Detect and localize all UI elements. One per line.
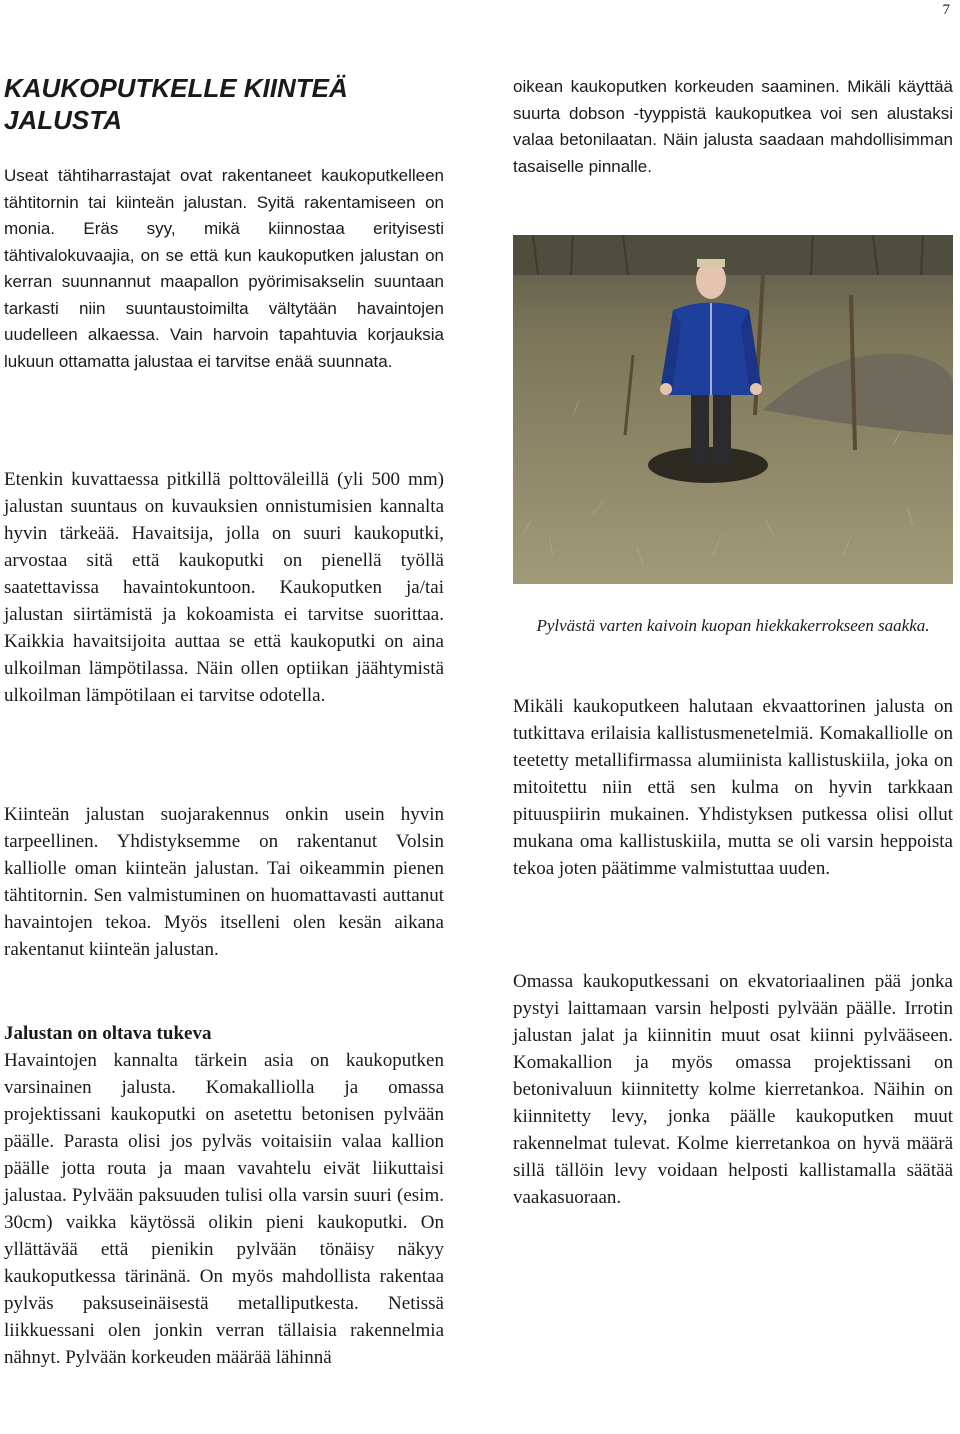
paragraph-shelter: Kiinteän jalustan suojarakennus onkin usein hyvin tarpeellinen. Yhdistyksemme on rakentanut Volsin kalliolle oman kiinteän jalustan. Tai oikeammin pienen tähtitornin. Sen valmistuminen on huomattavasti auttanut havaintojen tekoa. Myös itselleni olen kesän aikana rakentanut kiinteän jalustan.	[4, 804, 444, 960]
paragraph-pier: Havaintojen kannalta tärkein asia on kaukoputken varsinainen jalusta. Komakalliolla ja omassa projektissani kaukoputki on asetettu betonisen pylvään päälle. Parasta olisi jos pylväs voitaisiin valaa kallion päälle jotta routa ja maan vavahtelu eivät liikuttaisi jalustaa. Pylvään paksuuden tulisi olla varsin suuri (esim. 30cm) vaikka käytössä olikin pieni kaukoputki. On yllättävää että pienikin pylvään tönäisy näkyy kaukoputkessa tärinänä. On myös mahdollista rakentaa pylväs paksuseinäisestä metalliputkesta. Netissä liikkuessani olen jonkin verran tällaisia rakennelmia nähnyt. Pylvään korkeuden määrää lähinnä	[4, 1050, 444, 1368]
title-line-2: JALUSTA	[4, 105, 122, 135]
paragraph-focal-length: Etenkin kuvattaessa pitkillä polttoväleillä (yli 500 mm) jalustan suuntaus on kuvauksien onnistumisien kannalta hyvin tärkeää. Havaitsija, jolla on suuri kaukoputki, arvostaa sitä että kaukoputki on pienellä työllä saatettavissa havaintokuntoon. Kaukoputken ja/tai jalustan siirtämistä ja kokoamista ei tarvitse suorittaa. Kaikkia havaitsijoita auttaa se että kaukoputki on aina ulkoilman lämpötilassa. Näin ollen optiikan jäähtymistä ulkoilman lämpötilaan ei tarvitse odotella.	[4, 469, 444, 706]
photo-caption: Pylvästä varten kaivoin kuopan hiekkakerrokseen saakka.	[536, 616, 930, 635]
intro-paragraph: Useat tähtiharrastajat ovat rakentaneet kaukoputkelleen tähtitornin tai kiinteän jalustan. Syitä rakentamiseen on monia. Eräs syy, mikä kiinnostaa erityisesti tähtivalokuvaajia, on se että kun kaukoputken jalustan on kerran suunnannut maapallon pyörimisakselin suuntaan tarkasti niin suuntaustoimilta vältytään havaintojen uudelleen alkaessa. Vain harvoin tapahtuvia korjauksia lukuun ottamatta jalustaa ei tarvitse enää suunnata.	[4, 166, 444, 371]
paragraph-wedge: Mikäli kaukoputkeen halutaan ekvaattorinen jalusta on tutkittava erilaisia kallistusmenetelmiä. Komakalliolle on teetetty metallifirmassa alumiinista kallistuskiila, joka on mitoitettu niin että sen kulma on hyvin tarkkaan pituuspiirin mukainen. Yhdistyksen putkessa olisi ollut mukana oma kallistuskiila, mutta se oli varsin heppoista tekoa joten päätimme valmistuttaa uuden.	[513, 696, 953, 879]
section-heading: Jalustan on oltava tukeva	[4, 1023, 212, 1044]
photo-illustration	[513, 235, 953, 584]
photo-man-by-pit	[513, 235, 953, 584]
paragraph-height: oikean kaukoputken korkeuden saaminen. Mikäli käyttää suurta dobson -tyyppistä kaukoputkea voi sen alustaksi valaa betonilaatan. Näin jalusta saadaan mahdollisimman tasaiselle pinnalle.	[513, 77, 953, 176]
page-number: 7	[942, 2, 950, 18]
title-line-1: KAUKOPUTKELLE KIINTEÄ	[4, 73, 348, 103]
paragraph-own-project: Omassa kaukoputkessani on ekvatoriaalinen pää jonka pystyi laittamaan varsin helposti pylvään päälle. Irrotin jalustan jalat ja kiinnitin muut osat kiinni pylvääseen. Komakallion ja myös omassa projektissani on betonivaluun kiinnitetty kolme kierretankoa. Näihin on kiinnitetty levy, jonka päälle kaukoputken muut rakennelmat tulevat. Kolme kierretankoa on hyvä määrä sillä tällöin levy voidaan helposti kallistamalla säätää vaakasuoraan.	[513, 971, 953, 1208]
article-title	[4, 72, 444, 136]
